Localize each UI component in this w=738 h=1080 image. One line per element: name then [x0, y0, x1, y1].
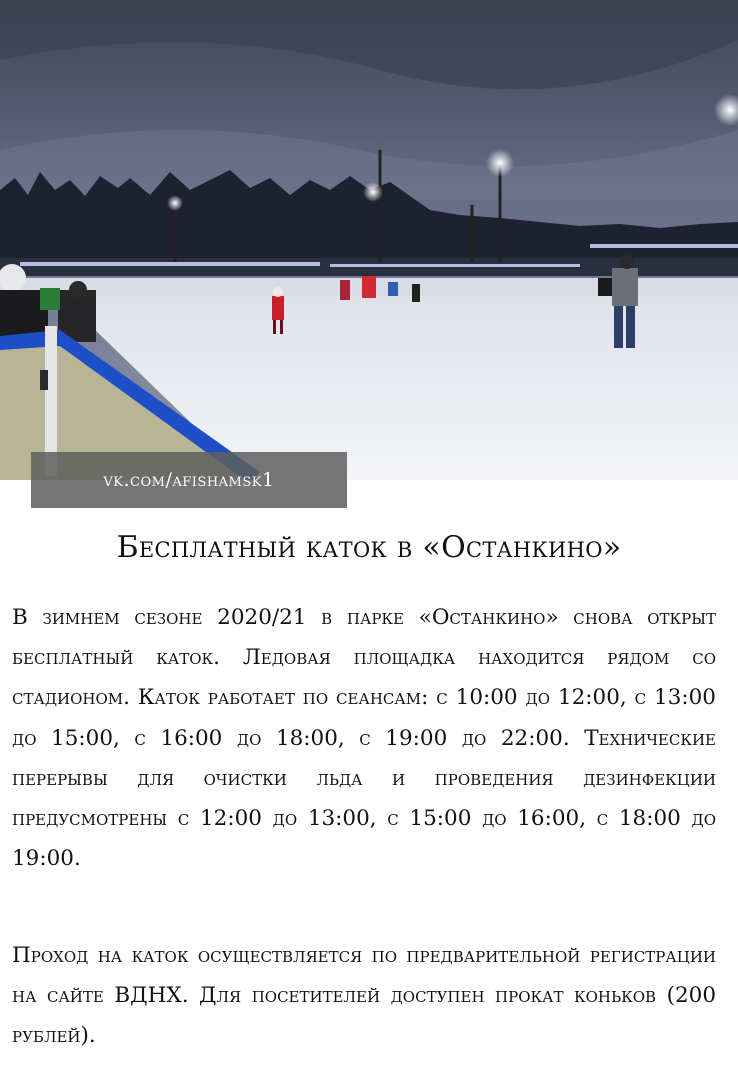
paragraph-schedule: В зимнем сезоне 2020/21 в парке «Останкино» снова открыт бесплатный каток. Ледовая площадка находится рядом со стадионом. Каток работает по сеансам: с 10:00 до 12:00, с 13:00 до 15:00, с 16:00 до 18:00, с 19:00 до 22:00. Технические перерывы для очистки льда и проведения дезинфекции предусмотрены с 12:00 до 13:00, с 15:00 до 16:00, с 18:00 до 19:00.: [12, 605, 716, 872]
page-title: Бесплатный каток в «Останкино»: [116, 530, 622, 565]
watermark-badge: vk.com/afishamsk1: [31, 452, 347, 508]
paragraph-entry: Проход на каток осуществляется по предварительной регистрации на сайте ВДНХ. Для посетителей доступен прокат коньков (200 рублей).: [12, 943, 716, 1049]
rink-photo-illustration: [0, 0, 738, 480]
rink-photo: [0, 0, 738, 480]
